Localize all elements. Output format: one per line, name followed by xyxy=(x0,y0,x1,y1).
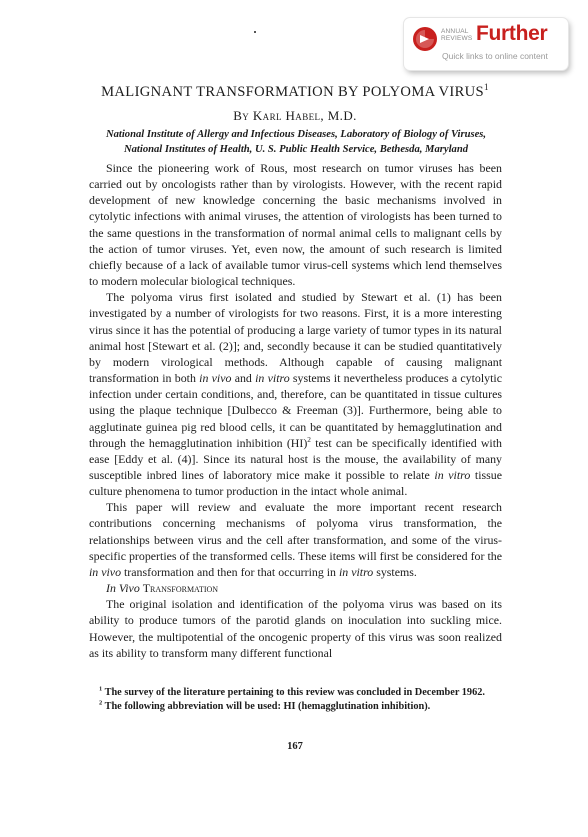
brand-line-1: ANNUAL xyxy=(441,28,469,35)
p3-text-b: transformation and then for that occurring in xyxy=(121,564,339,579)
article-body xyxy=(89,160,502,661)
article-title xyxy=(60,84,530,101)
author-affiliation xyxy=(86,127,506,157)
annual-reviews-logo-icon xyxy=(413,27,437,51)
p2-text-a: The polyoma virus first isolated and studied by Stewart et al. (1) has been investigated by a number of virologists for two reasons. First, it is a more interesting virus since it has the potential of producing a large variety of tumor types in its natural animal host [Stewart et al. (2)]; and, secondly because it can be studied quantitatively by modern virological methods. Although capable of causing malignant transformation in both xyxy=(89,290,502,386)
p2-italic-3: in vitro xyxy=(434,467,471,482)
annual-reviews-further-badge[interactable] xyxy=(404,18,568,70)
affiliation-line-1: National Institute of Allergy and Infectious Diseases, Laboratory of Biology of Viruses, xyxy=(105,129,487,140)
p2-text-d: test can be specifically identified with ease [Eddy et al. (4)]. Since its natural host is the mouse, the availability of many susceptible inbred lines of laboratory mice make it possible to relate xyxy=(89,435,502,482)
further-label: Further xyxy=(476,22,548,45)
footnote-ref-2[interactable]: 2 xyxy=(307,434,311,444)
author-name: Karl Habel xyxy=(252,108,321,123)
author-line xyxy=(60,108,530,124)
paragraph-intro: Since the pioneering work of Rous, most research on tumor viruses has been carried out by oncologists rather than by virologists. However, with the recent rapid development of new knowledge concerning the basic mechanisms involved in cytolytic infections with animal viruses, the attention of virologists has been turned to the same questions in the transformation of normal animal cells to malignant cells by the action of tumor viruses. Yet, even now, the amount of such research is limited chiefly because of a lack of available tumor virus-cell systems which lend themselves to modern molecular biological techniques. xyxy=(89,161,502,289)
p2-text-e: tissue culture phenomena to tumor production in the intact whole animal. xyxy=(89,467,502,499)
article-title-text: MALIGNANT TRANSFORMATION BY POLYOMA VIRUS xyxy=(101,84,485,100)
author-degree: , M.D. xyxy=(320,108,357,123)
footnote-1 xyxy=(89,686,502,700)
brand-line-2: REVIEWS xyxy=(441,35,473,42)
title-footnote-ref[interactable]: 1 xyxy=(484,82,489,93)
footnotes xyxy=(89,686,502,714)
p3-text-c: systems. xyxy=(373,564,417,579)
p3-text-a: This paper will review and evaluate the more important recent research contributions concerning mechanisms of polyoma virus transformation, the relationships between virus and the cell after transformation, and some of the virus-specific properties of the transformed cells. These items will first be considered for the xyxy=(89,500,502,563)
paragraph-review-scope xyxy=(89,499,502,580)
page-number: 167 xyxy=(287,741,303,752)
footnote-2 xyxy=(89,700,502,714)
section-heading xyxy=(89,580,502,596)
affiliation-line-2: National Institutes of Health, U. S. Public Health Service, Bethesda, Maryland xyxy=(123,144,469,155)
footnote-1-text: The survey of the literature pertaining to this review was concluded in December 1962. xyxy=(102,687,485,698)
paragraph-in-vivo: The original isolation and identification of the polyoma virus was based on its ability to produce tumors of the parotid glands on inoculation into suckling mice. However, the multipotential of the oncogenic property of this virus was soon realized as its ability to transform many different functional xyxy=(89,597,502,660)
section-heading-italic: In Vivo xyxy=(106,581,140,596)
paragraph-polyoma xyxy=(89,289,502,499)
annual-reviews-wordmark xyxy=(441,28,475,42)
section-heading-rest: Transformation xyxy=(142,581,219,596)
footnote-1-mark: 1 xyxy=(99,685,103,693)
author-prefix: By xyxy=(233,108,250,123)
footnote-2-text: The following abbreviation will be used: HI (hemagglutination inhibition). xyxy=(102,701,431,712)
p2-text-b: and xyxy=(231,371,256,386)
p3-italic-1: in vivo xyxy=(89,564,122,579)
footnote-2-mark: 2 xyxy=(99,699,103,707)
p2-text-c: systems it nevertheless produces a cytolytic infection under certain conditions, and, therefore, can be quantitated in tissue cultures using the plaque technique [Dulbecco & Freeman (3)]. Furthermore, being able to agglutinate guinea pig red blood cells, it can be quantitated by hemagglutination and through the hemagglutination inhibition (HI) xyxy=(89,371,502,450)
quick-links-label: Quick links to online content xyxy=(442,51,548,61)
p3-italic-2: in vitro xyxy=(338,564,374,579)
p2-italic-2: in vitro xyxy=(255,371,290,386)
p2-italic-1: in vivo xyxy=(199,371,232,386)
scan-speck xyxy=(254,31,256,33)
